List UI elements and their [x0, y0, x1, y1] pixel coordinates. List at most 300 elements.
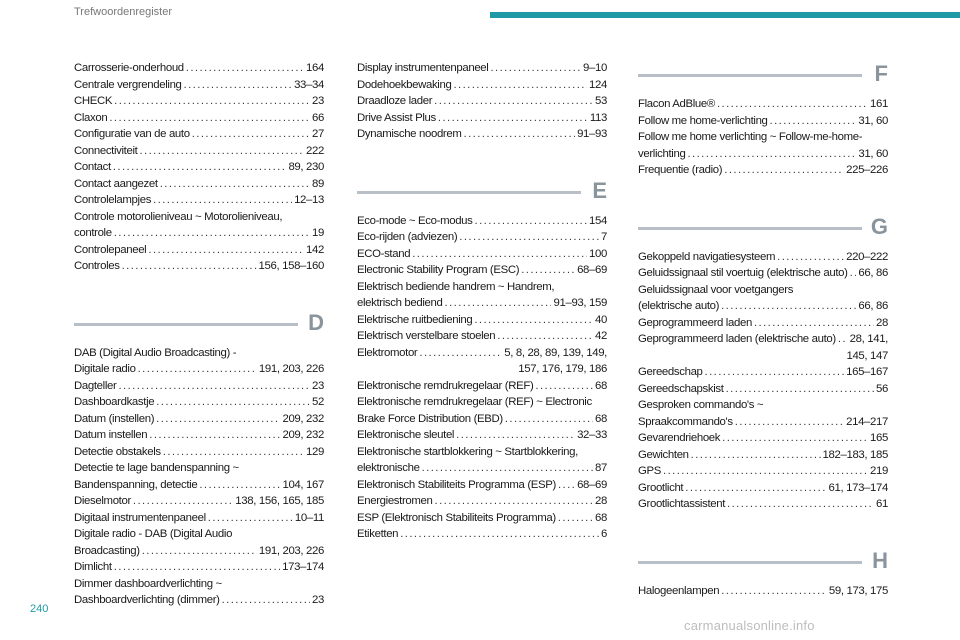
entry-term: Frequentie (radio) [638, 164, 723, 176]
index-entry-line [74, 242, 324, 259]
entry-term: Geluidssignaal voor voetgangers [638, 283, 794, 296]
section-divider-line [638, 227, 862, 230]
entry-term: Geluidssignaal stil voertuig (elektrische auto) [638, 267, 848, 279]
index-entry-line [74, 559, 324, 576]
index-entry [74, 444, 324, 461]
index-entry [357, 93, 607, 110]
index-entry [74, 242, 324, 259]
index-entry [74, 93, 324, 110]
entry-pages: 220–222 [846, 250, 888, 263]
index-entry [638, 496, 888, 513]
index-entry-line [74, 60, 324, 77]
entry-pages-continued: 145, 147 [846, 349, 888, 362]
entry-pages: 164 [306, 62, 324, 74]
index-entry-line [357, 279, 607, 296]
section-divider-line [74, 323, 298, 326]
entry-term: Controlelampjes [74, 194, 152, 206]
dot-leader [438, 110, 588, 127]
section-heading [638, 60, 888, 88]
dot-leader [475, 213, 588, 230]
entry-term: Controles [74, 260, 120, 272]
entry-term: elektronische [357, 462, 420, 474]
entry-term: Elektrisch bediende handrem ~ Handrem, [357, 280, 555, 293]
dot-leader [133, 493, 233, 510]
index-entry-line [357, 110, 607, 127]
section-divider-line [638, 74, 862, 77]
entry-term: Elektronische startblokkering ~ Startblokkering, [357, 445, 578, 458]
dot-leader [163, 444, 304, 461]
index-entry [357, 477, 607, 494]
entry-term: Spraakcommando's [638, 415, 733, 428]
header-accent-bar [490, 12, 960, 18]
index-entry-line [357, 77, 607, 94]
index-entry [74, 559, 324, 576]
entry-term: Gevarendriehoek [638, 432, 721, 444]
entry-term: Brake Force Distribution (EBD) [357, 412, 503, 425]
index-entry [74, 411, 324, 428]
dot-leader [721, 583, 827, 600]
section-divider-line [357, 191, 581, 194]
dot-leader [558, 510, 593, 527]
dot-leader [114, 93, 310, 110]
index-entry-line [74, 361, 324, 378]
entry-term: Elektromotor [357, 346, 418, 359]
dot-leader [160, 176, 310, 193]
index-entry-line [638, 496, 888, 513]
index-entry [357, 213, 607, 230]
index-entry [357, 110, 607, 127]
entry-term: Centrale vergrendeling [74, 78, 182, 91]
entry-term: Detectie obstakels [74, 445, 161, 458]
watermark-text: carmanualsonline.info [684, 618, 815, 633]
index-entry-line [638, 146, 888, 163]
entry-pages: 165 [870, 432, 888, 444]
index-entry-line [638, 447, 888, 464]
index-entry [74, 110, 324, 127]
section-heading [638, 547, 888, 575]
entry-term: Broadcasting) [74, 544, 140, 557]
entry-pages: 31, 60 [858, 114, 888, 127]
dot-leader [663, 463, 868, 480]
entry-term: verlichting [638, 147, 686, 160]
index-entry [357, 229, 607, 246]
index-entry-line [357, 510, 607, 527]
index-entry [638, 447, 888, 464]
index-entry [357, 510, 607, 527]
entry-pages: 23 [312, 379, 324, 392]
index-column-2 [357, 60, 607, 543]
entry-pages: 33–34 [294, 78, 324, 91]
index-entry-line [74, 394, 324, 411]
entry-term: Gesproken commando's ~ [638, 399, 764, 411]
entry-term: Gereedschapskist [638, 382, 724, 395]
index-entry [638, 129, 888, 162]
entry-pages: 9–10 [583, 62, 607, 74]
index-entry-line [74, 110, 324, 127]
index-entry [638, 463, 888, 480]
entry-pages: 28, 141, [849, 333, 888, 345]
index-entry [74, 493, 324, 510]
dot-leader [153, 192, 292, 209]
index-entry-line [638, 397, 888, 414]
entry-term: Datum instellen [74, 429, 148, 441]
index-entry-line [638, 463, 888, 480]
dot-leader [118, 378, 310, 395]
entry-pages: 191, 203, 226 [258, 544, 324, 557]
entry-term: Dynamische noodrem [357, 128, 462, 140]
index-entry-line [638, 480, 888, 497]
index-entry-line [74, 225, 324, 242]
entry-term: Digitale radio [74, 363, 136, 375]
dot-leader [138, 361, 257, 378]
entry-pages: 31, 60 [858, 147, 888, 160]
dot-leader [148, 242, 304, 259]
index-entry [638, 315, 888, 332]
index-entry [638, 265, 888, 282]
index-entry [74, 576, 324, 609]
dot-leader [113, 159, 287, 176]
index-entry-line [74, 477, 324, 494]
entry-term: (elektrische auto) [638, 300, 720, 312]
dot-leader [149, 427, 280, 444]
dot-leader [453, 77, 587, 94]
entry-term: elektrisch bediend [357, 297, 443, 309]
entry-term: CHECK [74, 95, 113, 107]
index-entry-line [638, 162, 888, 179]
dot-leader [685, 480, 826, 497]
entry-pages: 124 [589, 78, 607, 91]
entry-pages: 19 [312, 227, 324, 239]
dot-leader [156, 411, 280, 428]
index-entry-line [638, 583, 888, 600]
index-entry-line [638, 364, 888, 381]
entry-term: Contact [74, 161, 111, 173]
entry-term: Dashboardkastje [74, 396, 155, 408]
index-entry-line [638, 282, 888, 299]
entry-pages: 61 [876, 498, 888, 510]
index-entry [357, 378, 607, 395]
entry-term: Controlepaneel [74, 243, 147, 256]
index-entry [638, 96, 888, 113]
index-entry [357, 493, 607, 510]
index-entry [357, 427, 607, 444]
index-entry-line [357, 262, 607, 279]
dot-leader [192, 126, 310, 143]
index-entry-line [638, 315, 888, 332]
entry-term: Dimmer dashboardverlichting ~ [74, 577, 222, 590]
entry-pages: 68 [595, 412, 607, 425]
index-entry [638, 331, 888, 364]
dot-leader [721, 298, 856, 315]
index-entry [357, 262, 607, 279]
index-entry [638, 397, 888, 430]
index-entry-line [638, 129, 888, 146]
entry-term: Elektronische remdrukregelaar (REF) [357, 379, 534, 392]
page-number: 240 [30, 603, 49, 615]
entry-term: Halogeenlampen [638, 584, 720, 597]
entry-term: Dimlicht [74, 561, 112, 573]
index-entry-line [74, 427, 324, 444]
dot-leader [850, 265, 857, 282]
dot-leader [558, 477, 575, 494]
index-entry [357, 279, 607, 312]
entry-term: Draadloze lader [357, 95, 433, 107]
entry-term: Elektrisch verstelbare stoelen [357, 330, 496, 342]
index-entry-line [74, 192, 324, 209]
entry-term: Eco-rijden (adviezen) [357, 231, 458, 243]
index-entry [74, 510, 324, 527]
index-entry-line [74, 345, 324, 362]
entry-pages: 7 [601, 231, 607, 243]
entry-pages: 68 [595, 511, 607, 524]
entry-term: Detectie te lage bandenspanning ~ [74, 462, 239, 474]
entry-pages: 173–174 [282, 561, 324, 573]
dot-leader [109, 110, 310, 127]
index-entry-line [74, 411, 324, 428]
entry-pages: 100 [589, 247, 607, 260]
index-entry [638, 583, 888, 600]
index-entry [74, 427, 324, 444]
entry-pages: 138, 156, 165, 185 [235, 495, 324, 507]
entry-term: Gereedschap [638, 366, 703, 378]
entry-pages: 129 [306, 445, 324, 458]
entry-pages: 10–11 [294, 511, 324, 524]
index-entry-line [357, 295, 607, 312]
index-entry-line [74, 444, 324, 461]
entry-pages: 59, 173, 175 [828, 584, 888, 597]
entry-term: ESP (Elektronisch Stabiliteits Programma) [357, 511, 556, 524]
entry-pages: 156, 158–160 [258, 260, 324, 272]
dot-leader [497, 328, 593, 345]
entry-term: Energiestromen [357, 495, 433, 507]
index-entry-line [357, 394, 607, 411]
section-heading [357, 177, 607, 205]
entry-pages: 40 [595, 313, 607, 326]
entry-pages: 23 [312, 95, 324, 107]
index-entry-line [357, 427, 607, 444]
entry-term: Elektronische sleutel [357, 429, 455, 441]
index-column-3 [638, 60, 888, 599]
index-entry-line [357, 444, 607, 461]
dot-leader [459, 229, 599, 246]
index-entry-line [357, 460, 607, 477]
index-entry-line [638, 381, 888, 398]
entry-term: Carrosserie-onderhoud [74, 62, 184, 74]
index-entry-line [357, 345, 607, 362]
index-entry [638, 480, 888, 497]
dot-leader [521, 262, 575, 279]
section-letter: E [592, 177, 607, 203]
entry-pages: 225–226 [846, 164, 888, 176]
entry-term: Display instrumentenpaneel [357, 62, 489, 74]
dot-leader [156, 394, 310, 411]
entry-term: Follow me home-verlichting [638, 114, 768, 127]
index-entry [357, 126, 607, 143]
entry-term: Configuratie van de auto [74, 128, 190, 140]
index-entry [357, 77, 607, 94]
dot-leader [445, 295, 552, 312]
entry-term: Dieselmotor [74, 495, 131, 507]
index-entry [638, 282, 888, 315]
index-entry-line [74, 543, 324, 560]
index-entry-line [638, 113, 888, 130]
index-entry [74, 192, 324, 209]
dot-leader [222, 592, 310, 609]
entry-pages: 12–13 [294, 194, 324, 206]
entry-pages: 89, 230 [288, 161, 324, 173]
index-entry-line [638, 414, 888, 431]
entry-pages: 56 [876, 382, 888, 395]
dot-leader [717, 96, 868, 113]
entry-pages: 23 [312, 594, 324, 606]
index-entry-line [357, 328, 607, 345]
dot-leader [838, 331, 848, 348]
dot-leader [122, 258, 257, 275]
entry-pages: 68–69 [577, 264, 607, 276]
entry-pages: 219 [870, 465, 888, 477]
dot-leader [691, 447, 821, 464]
entry-term: Electronic Stability Program (ESC) [357, 264, 520, 276]
dot-leader [727, 496, 874, 513]
dot-leader [400, 526, 599, 543]
section-heading [638, 213, 888, 241]
entry-pages: 87 [595, 462, 607, 474]
entry-pages: 91–93, 159 [553, 297, 607, 309]
index-entry [74, 378, 324, 395]
section-letter: F [874, 61, 888, 86]
section-letter: D [308, 309, 324, 335]
dot-leader [422, 460, 593, 477]
dot-leader [535, 378, 593, 395]
entry-pages: 182–183, 185 [822, 448, 888, 461]
entry-pages: 61, 173–174 [828, 481, 888, 494]
index-entry-line [74, 77, 324, 94]
entry-term: Elektrische ruitbediening [357, 313, 473, 326]
entry-pages: 28 [876, 316, 888, 329]
entry-term: Elektronisch Stabiliteits Programma (ESP) [357, 478, 556, 491]
entry-pages: 42 [595, 330, 607, 342]
entry-term: Dashboardverlichting (dimmer) [74, 594, 220, 606]
entry-pages: 68–69 [577, 478, 607, 491]
dot-leader [777, 249, 844, 266]
entry-pages: 161 [870, 98, 888, 110]
index-entry [638, 364, 888, 381]
index-entry-line [357, 526, 607, 543]
index-entry-line [74, 93, 324, 110]
entry-term: Elektronische remdrukregelaar (REF) ~ Electronic [357, 396, 592, 408]
dot-leader [687, 146, 856, 163]
entry-pages: 66 [312, 111, 324, 124]
entry-term: Flacon AdBlue® [638, 98, 715, 110]
dot-leader [142, 543, 257, 560]
dot-leader [199, 477, 280, 494]
entry-pages: 191, 203, 226 [258, 363, 324, 375]
dot-leader [770, 113, 857, 130]
dot-leader [705, 364, 845, 381]
index-entry-line [638, 430, 888, 447]
dot-leader [139, 143, 304, 160]
dot-leader [726, 381, 874, 398]
entry-term: Dodehoekbewaking [357, 78, 452, 91]
entry-pages: 66, 86 [858, 300, 888, 312]
index-entry-line [357, 126, 607, 143]
entry-pages: 89 [312, 177, 324, 190]
entry-pages: 104, 167 [282, 478, 324, 491]
index-entry-line [74, 126, 324, 143]
entry-pages: 27 [312, 128, 324, 140]
entry-term: GPS [638, 465, 662, 477]
dot-leader [464, 126, 576, 143]
index-entry-line [357, 213, 607, 230]
entry-term: Controle motorolieniveau ~ Motorolieniveau, [74, 210, 283, 223]
entry-pages: 214–217 [846, 415, 888, 428]
entry-term: Grootlicht [638, 481, 684, 494]
entry-term: Digitale radio - DAB (Digital Audio [74, 528, 233, 540]
entry-pages: 52 [312, 396, 324, 408]
dot-leader [114, 559, 280, 576]
entry-term: DAB (Digital Audio Broadcasting) - [74, 346, 237, 359]
entry-pages: 209, 232 [282, 429, 324, 441]
index-entry-line [357, 477, 607, 494]
dot-leader [722, 430, 868, 447]
dot-leader [419, 345, 502, 362]
dot-leader [456, 427, 575, 444]
entry-term: Gekoppeld navigatiesysteem [638, 250, 776, 263]
dot-leader [754, 315, 874, 332]
entry-pages: 5, 8, 28, 89, 139, 149, [504, 346, 607, 359]
dot-leader [474, 312, 593, 329]
index-entry [638, 430, 888, 447]
dot-leader [186, 60, 304, 77]
entry-term: Bandenspanning, detectie [74, 478, 198, 491]
index-entry-line [357, 378, 607, 395]
index-entry [357, 444, 607, 477]
index-entry-line [357, 493, 607, 510]
index-entry-line [74, 526, 324, 543]
index-entry [357, 328, 607, 345]
index-entry [74, 159, 324, 176]
entry-pages: 165–167 [846, 366, 888, 378]
entry-term: Geprogrammeerd laden (elektrische auto) [638, 333, 836, 345]
index-entry [638, 162, 888, 179]
entry-pages-continued: 157, 176, 179, 186 [518, 363, 607, 375]
entry-term: Eco-mode ~ Eco-modus [357, 214, 473, 227]
dot-leader [724, 162, 844, 179]
index-entry [74, 526, 324, 559]
entry-term: Gewichten [638, 448, 689, 461]
section-letter: H [872, 547, 888, 573]
index-entry-line [74, 143, 324, 160]
index-entry [357, 60, 607, 77]
dot-leader [412, 246, 587, 263]
index-entry [74, 209, 324, 242]
index-entry-line [74, 176, 324, 193]
index-entry [74, 60, 324, 77]
entry-pages: 113 [589, 111, 607, 124]
entry-pages: 68 [595, 379, 607, 392]
entry-term: Follow me home verlichting ~ Follow-me-home- [638, 131, 863, 143]
index-entry-line [357, 246, 607, 263]
index-entry [74, 126, 324, 143]
index-entry-line [357, 411, 607, 428]
entry-term: Etiketten [357, 528, 399, 540]
index-entry-line [357, 93, 607, 110]
index-entry-line [74, 209, 324, 226]
index-entry-line [74, 493, 324, 510]
index-entry-line [74, 510, 324, 527]
entry-term: Digitaal instrumentenpaneel [74, 511, 206, 524]
index-entry [74, 345, 324, 378]
